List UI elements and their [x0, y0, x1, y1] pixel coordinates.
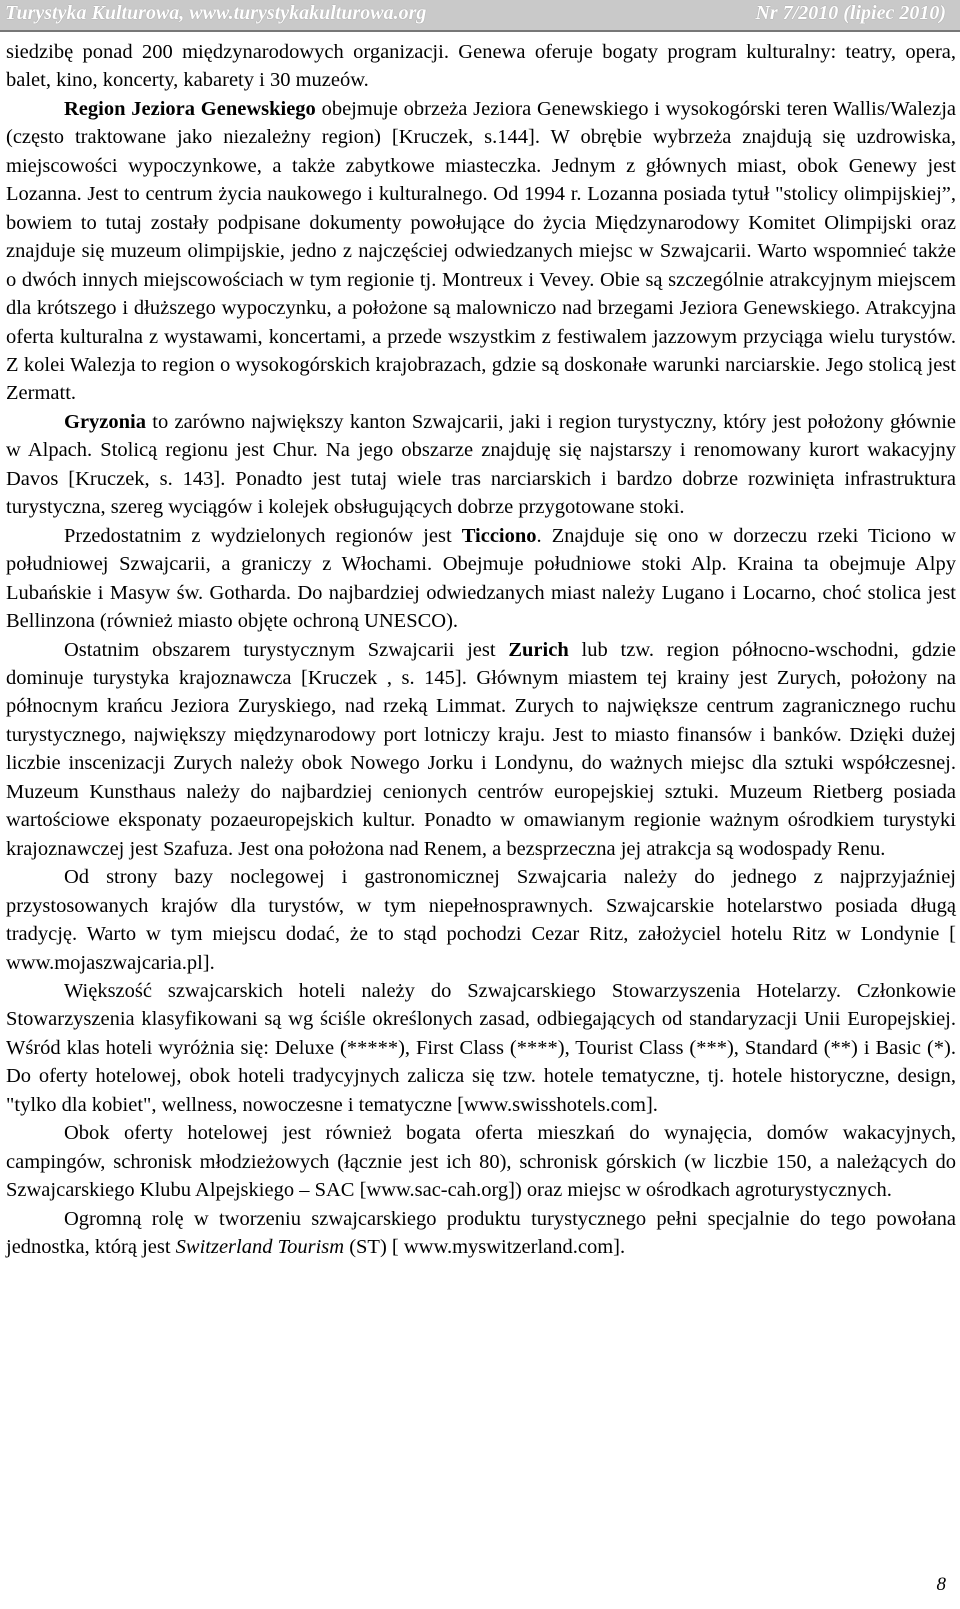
bold-term: Gryzonia	[64, 410, 146, 433]
paragraph	[6, 1119, 956, 1204]
header-journal-title: Turystyka Kulturowa, www.turystykakulturowa.org	[5, 2, 427, 24]
paragraph	[6, 1205, 956, 1262]
italic-term: Switzerland Tourism	[175, 1236, 345, 1259]
bold-term: Zurich	[508, 638, 569, 661]
paragraph-text: siedzibę ponad 200 międzynarodowych organizacji. Genewa oferuje bogaty program kulturalny: teatry, opera, balet, kino, koncerty, kabarety i 30 muzeów.	[6, 41, 956, 92]
header-issue: Nr 7/2010 (lipiec 2010)	[755, 2, 946, 24]
paragraph-text: (ST) [ www.myswitzerland.com].	[344, 1236, 626, 1259]
bold-term: Region Jeziora Genewskiego	[64, 97, 316, 120]
page-number: 8	[936, 1574, 946, 1595]
paragraph-text: Od strony bazy noclegowej i gastronomicznej Szwajcaria należy do jednego z najprzyjaźniej przystosowanych krajów dla turystów, w tym niepełnosprawnych. Szwajcarskie hotelarstwo posiada długą tradycję. Warto w tym miejscu dodać, że to stąd pochodzi Cezar Ritz, założyciel hotelu Ritz w Londynie [ www.mojaszwajcaria.pl].	[6, 866, 956, 974]
paragraph-text: Ostatnim obszarem turystycznym Szwajcarii jest	[64, 638, 509, 661]
article-body	[6, 38, 956, 1261]
paragraph	[6, 636, 956, 864]
paragraph	[6, 863, 956, 977]
paragraph-text: lub tzw. region północno-wschodni, gdzie dominuje turystyka krajoznawcza [Kruczek , s. 145]. Głównym miastem tej krainy jest Zurych, położony na północnym krańcu Jeziora Zuryskiego, nad rzeką Limmat. Zurych to największe centrum zagranicznego ruchu turystycznego, największy międzynarodowy port lotniczy kraju. Jest to miasto finansów i banków. Dzięki dużej liczbie inscenizacji Zurych należy obok Nowego Jorku i Londynu, do ważnych miejsc dla sztuki współczesnej. Muzeum Kunsthaus należy do najbardziej cenionych centrów europejskiej sztuki. Muzeum Rietberg posiada wartościowe eksponaty pozaeuropejskich kultur. Ponadto w omawianym regionie ważnym ośrodkiem turystyki krajoznawczej jest Szafuza. Jest ona położona nad Renem, a bezsprzeczna jej atrakcja są wodospady Renu.	[6, 638, 956, 860]
paragraph	[6, 977, 956, 1119]
paragraph-text: . Znajduje się ono w dorzeczu rzeki Ticiono w południowej Szwajcarii, a graniczy z Włochami. Obejmuje południowe stoki Alp. Kraina ta obejmuje Alpy Lubańskie i Masyw św. Gotharda. Do najbardziej odwiedzanych miast należy Lugano i Locarno, choć stolica jest Bellinzona (również miasto objęte ochroną UNESCO).	[6, 524, 956, 633]
paragraph-text: Większość szwajcarskich hoteli należy do Szwajcarskiego Stowarzyszenia Hotelarzy. Członkowie Stowarzyszenia klasyfikowani są wg ściśle określonych zasad, odbiegających od standaryzacji Unii Europejskiej. Wśród klas hoteli wyróżnia się: Deluxe (*****), First Class (****), Tourist Class (***), Standard (**) i Basic (*). Do oferty hotelowej, obok hoteli tradycyjnych zalicza się tzw. hotele tematyczne, tj. hotele historyczne, design, "tylko dla kobiet", wellness, nowoczesne i tematyczne [www.swisshotels.com].	[6, 979, 956, 1116]
paragraph-text: obejmuje obrzeża Jeziora Genewskiego i wysokogórski teren Wallis/Walezja (często traktowane jako niezależny region) [Kruczek, s.144]. W obrębie wybrzeża znajdują się uzdrowiska, miejscowości wypoczynkowe, a także zabytkowe miasteczka. Jednym z głównych miast, obok Genewy jest Lozanna. Jest to centrum życia naukowego i kulturalnego. Od 1994 r. Lozanna posiada tytuł "stolicy olimpijskiej”, bowiem to tutaj zostały podpisane dokumenty powołujące do życia Międzynarodowy Komitet Olimpijski oraz znajduje się muzeum olimpijskie, jedno z najczęściej odwiedzanych miejsc w Szwajcarii. Warto wspomnieć także o dwóch innych miejscowościach w tym regionie tj. Montreux i Vevey. Obie są szczególnie atrakcyjnym miejscem dla krótszego i dłuższego wypoczynku, a położone są malowniczo nad brzegami Jeziora Genewskiego. Atrakcyjna oferta kulturalna z wystawami, koncertami, a przede wszystkim z festiwalem jazzowym przyciąga wielu turystów. Z kolei Walezja to region o wysokogórskich krajobrazach, gdzie są doskonałe warunki narciarskie. Jego stolicą jest Zermatt.	[6, 97, 956, 405]
bold-term: Ticciono	[461, 524, 537, 547]
paragraph	[6, 408, 956, 522]
paragraph	[6, 38, 956, 95]
paragraph-text: Obok oferty hotelowej jest również bogata oferta mieszkań do wynajęcia, domów wakacyjnych, campingów, schronisk młodzieżowych (łącznie jest ich 80), schronisk górskich (w liczbie 150, a należących do Szwajcarskiego Klubu Alpejskiego – SAC [www.sac-cah.org]) oraz miejsc w ośrodkach agroturystycznych.	[6, 1122, 956, 1202]
paragraph-text: Ogromną rolę w tworzeniu szwajcarskiego produktu turystycznego pełni specjalnie do tego powołana jednostka, którą jest	[6, 1207, 956, 1259]
running-header	[0, 0, 960, 32]
paragraph-text: Przedostatnim z wydzielonych regionów jest	[64, 524, 462, 547]
paragraph	[6, 522, 956, 636]
paragraph	[6, 95, 956, 408]
paragraph-text: to zarówno największy kanton Szwajcarii, jaki i region turystyczny, który jest położony głównie w Alpach. Stolicą regionu jest Chur. Na jego obszarze znajduję się najstarszy i renomowany kurort wakacyjny Davos [Kruczek, s. 143]. Ponadto jest tutaj wiele tras narciarskich i bardzo dobrze rozwinięta infrastruktura turystyczna, szereg wyciągów i kolejek obsługujących dobrze przygotowane stoki.	[6, 410, 956, 519]
